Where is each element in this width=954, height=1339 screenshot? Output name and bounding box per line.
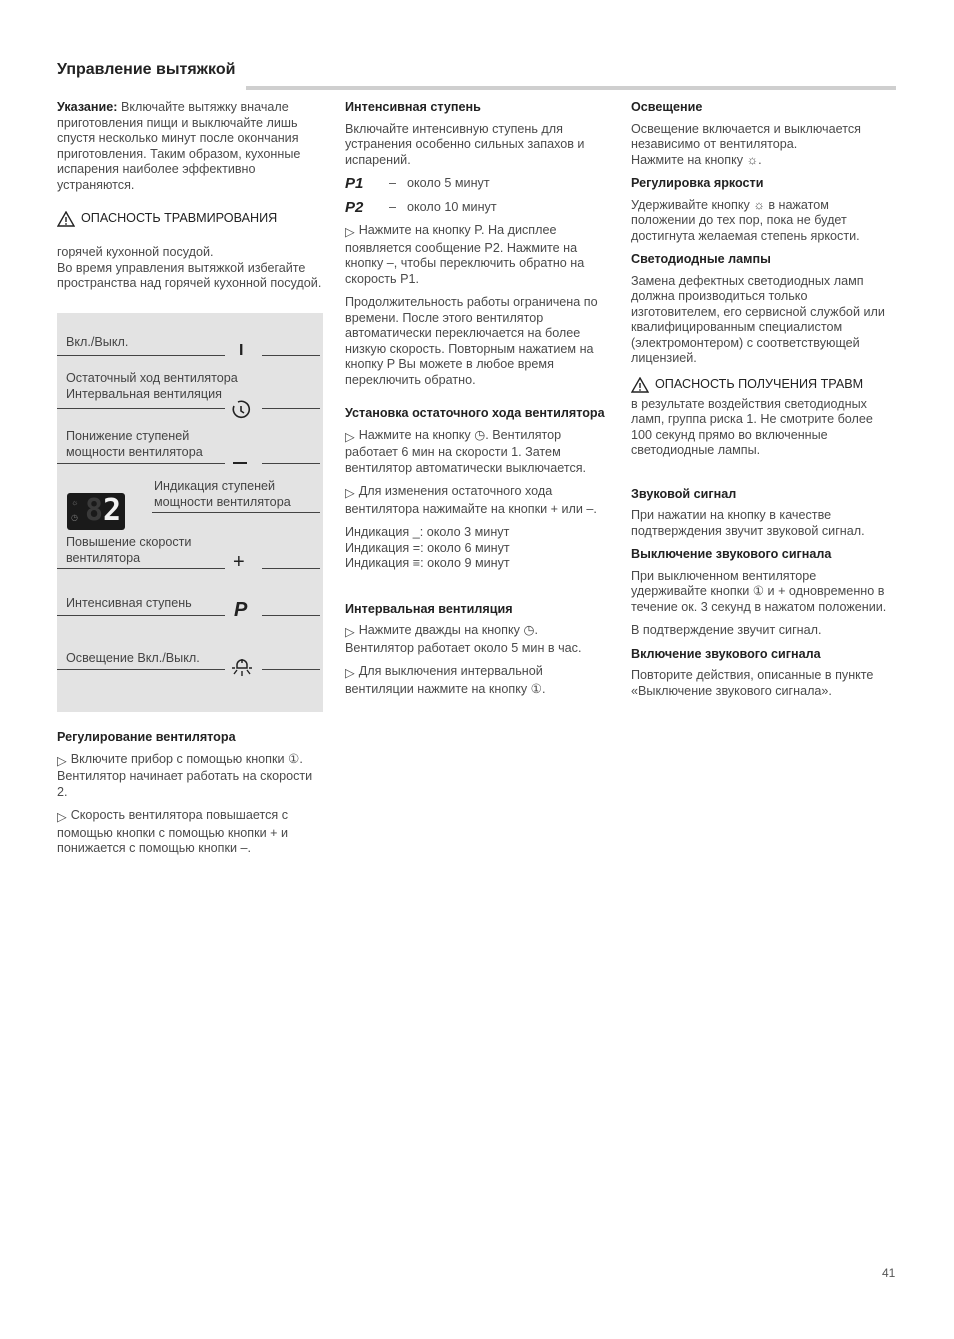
- residual-step-2: ▷ Для изменения остаточного хода вентилятора нажимайте на кнопки + или –.: [345, 484, 597, 516]
- panel-line: [262, 355, 320, 356]
- p2-dash: –: [389, 199, 397, 214]
- panel-label-intensive: Интенсивная ступень: [66, 596, 192, 610]
- panel-line: [57, 615, 225, 616]
- fan-level-display: [67, 493, 125, 530]
- display-ghost-digit: 8: [85, 493, 104, 528]
- intensive-step: ▷ Нажмите на кнопку P. На дисплее появляется сообщение P2. Нажмите на кнопку –, чтобы переключить обратно на скорость P1.: [345, 223, 585, 286]
- panel-label-residual-2: Интервальная вентиляция: [66, 387, 222, 401]
- note-text: Включайте вытяжку вначале приготовления пищи и выключайте лишь спустя несколько минут после окончания приготовления. Таким образом, кухонные испарения наиболее эффективно устраняются.: [57, 100, 301, 192]
- intensive-duration: Продолжительность работы ограничена по времени. После этого вентилятор автоматически переключается на более низкую скорость. Повторным нажатием на кнопку P Вы можете в любое время переключить обратно.: [345, 295, 598, 387]
- sound-off-confirm: В подтверждение звучит сигнал.: [631, 623, 822, 637]
- warning-triangle-icon: [57, 211, 75, 227]
- indication-3: Индикация ≡: около 9 минут: [345, 556, 510, 570]
- fan-step-1: ▷ Включите прибор с помощью кнопки ①. Вентилятор начинает работать на скорости 2.: [57, 751, 313, 799]
- p-symbol: P: [234, 599, 248, 621]
- p2-text: около 10 минут: [407, 199, 497, 214]
- light-heading: Освещение: [631, 100, 703, 114]
- light-icon: [230, 656, 254, 680]
- panel-line: [262, 463, 320, 464]
- residual-heading: Установка остаточного хода вентилятора: [345, 406, 605, 420]
- timer-icon: [230, 399, 252, 421]
- step-arrow-icon: ▷: [345, 429, 355, 444]
- interval-heading: Интервальная вентиляция: [345, 601, 513, 616]
- sound-on-heading: Включение звукового сигнала: [631, 646, 821, 661]
- column-1: [57, 100, 323, 292]
- intensive-heading: Интенсивная ступень: [345, 100, 481, 114]
- led-heading: Светодиодные лампы: [631, 252, 771, 266]
- sound-on-text: Повторите действия, описанные в пункте «Выключение звукового сигнала».: [631, 668, 874, 698]
- sound-text: При нажатии на кнопку в качестве подтверждения звучит звуковой сигнал.: [631, 508, 865, 538]
- p2-row: [345, 200, 607, 216]
- panel-line: [57, 463, 225, 464]
- panel-line: [57, 568, 225, 569]
- note-label: Указание:: [57, 100, 118, 114]
- note-paragraph: [57, 100, 323, 193]
- light-text: Освещение включается и выключается независимо от вентилятора.: [631, 121, 861, 151]
- column-3: [631, 100, 893, 707]
- step-arrow-icon: ▷: [345, 225, 355, 239]
- panel-label-increase-1: Повышение скорости: [66, 535, 192, 549]
- panel-label-onoff: Вкл./Выкл.: [66, 335, 129, 349]
- warning-title: ОПАСНОСТЬ ТРАВМИРОВАНИЯ: [81, 211, 278, 226]
- onoff-symbol: I: [239, 342, 244, 359]
- page-number: 41: [882, 1266, 896, 1280]
- panel-label-decrease-2: мощности вентилятора: [66, 445, 203, 459]
- panel-label-decrease-1: Понижение ступеней: [66, 429, 190, 443]
- warning-led-text: в результате воздействия светодиодных ламп, группа риска 1. Не смотрите более 100 секунд прямо во включенные светодиодные лампы.: [631, 396, 873, 457]
- brightness-text: Удерживайте кнопку ☼ в нажатом положении до тех пор, пока не будет достигнута желаемая степень яркости.: [631, 197, 860, 243]
- indication-2: Индикация =: около 6 минут: [345, 540, 510, 555]
- plus-symbol: +: [233, 551, 245, 573]
- panel-line: [262, 568, 320, 569]
- fan-heading: Регулирование вентилятора: [57, 730, 236, 744]
- panel-label-increase-2: вентилятора: [66, 551, 141, 565]
- warning-text-1: горячей кухонной посудой.: [57, 245, 214, 259]
- p1-row: [345, 176, 607, 192]
- page-title: Управление вытяжкой: [57, 61, 236, 78]
- warning-triangle-icon: [631, 377, 649, 393]
- step-arrow-icon: ▷: [345, 486, 355, 500]
- led-text: Замена дефектных светодиодных ламп должна производиться только изготовителем, его сервисной службой или квалифицированным специалистом (электромонтером) с соответствующей лицензией.: [631, 273, 885, 365]
- panel-line: [262, 408, 320, 409]
- panel-line: [262, 669, 320, 670]
- panel-label-light: Освещение Вкл./Выкл.: [66, 651, 200, 665]
- panel-line: [57, 355, 225, 356]
- panel-label-indication-2: мощности вентилятора: [154, 495, 291, 509]
- step-arrow-icon: ▷: [57, 753, 67, 768]
- step-arrow-icon: ▷: [345, 666, 355, 680]
- warning-injury: [57, 211, 323, 227]
- p1-text: около 5 минут: [407, 176, 490, 190]
- minus-symbol: [233, 462, 247, 464]
- sound-heading: Звуковой сигнал: [631, 486, 737, 501]
- step-arrow-icon: ▷: [345, 625, 355, 639]
- title-rule: [246, 86, 896, 90]
- panel-line: [57, 408, 225, 409]
- panel-line: [152, 512, 320, 513]
- brightness-heading: Регулировка яркости: [631, 176, 764, 190]
- column-2: [345, 100, 607, 705]
- interval-step-1: ▷ Нажмите дважды на кнопку ◷. Вентилятор работает около 5 мин в час.: [345, 623, 582, 655]
- light-press: Нажмите на кнопку ☼.: [631, 152, 762, 167]
- control-panel-diagram: [57, 313, 323, 712]
- warning-led: [631, 377, 893, 393]
- step-arrow-icon: ▷: [57, 810, 67, 824]
- panel-line: [57, 669, 225, 670]
- display-digit: 2: [103, 493, 122, 528]
- display-light-icon: ☼: [71, 498, 79, 507]
- sound-off-heading: Выключение звукового сигнала: [631, 547, 832, 561]
- fan-section: [57, 730, 323, 865]
- display-timer-icon: ◷: [71, 513, 78, 522]
- indication-1: Индикация _: около 3 минут: [345, 525, 510, 539]
- warning-text-2: Во время управления вытяжкой избегайте пространства над горячей кухонной посудой.: [57, 260, 322, 290]
- intensive-text: Включайте интенсивную ступень для устранения особенно сильных запахов и испарений.: [345, 121, 585, 167]
- sound-off-text: При выключенном вентиляторе удерживайте кнопки ① и + одновременно в течение ок. 3 секунд в нажатом положении.: [631, 568, 887, 614]
- panel-line: [262, 615, 320, 616]
- residual-step-1: ▷ Нажмите на кнопку ◷. Вентилятор работает 6 мин на скорости 1. Затем вентилятор автоматически выключается.: [345, 427, 587, 475]
- fan-step-2: ▷ Скорость вентилятора повышается с помощью кнопки с помощью кнопки + и понижается с помощью кнопки –.: [57, 808, 289, 855]
- interval-step-2: ▷ Для выключения интервальной вентиляции нажмите на кнопку ①.: [345, 664, 546, 696]
- p1-dash: –: [389, 176, 397, 190]
- panel-label-indication-1: Индикация ступеней: [154, 479, 276, 493]
- p2-symbol: P2: [345, 198, 364, 216]
- panel-label-residual-1: Остаточный ход вентилятора: [66, 371, 238, 385]
- warning-led-title: ОПАСНОСТЬ ПОЛУЧЕНИЯ ТРАВМ: [655, 376, 864, 391]
- p1-symbol: P1: [345, 175, 364, 192]
